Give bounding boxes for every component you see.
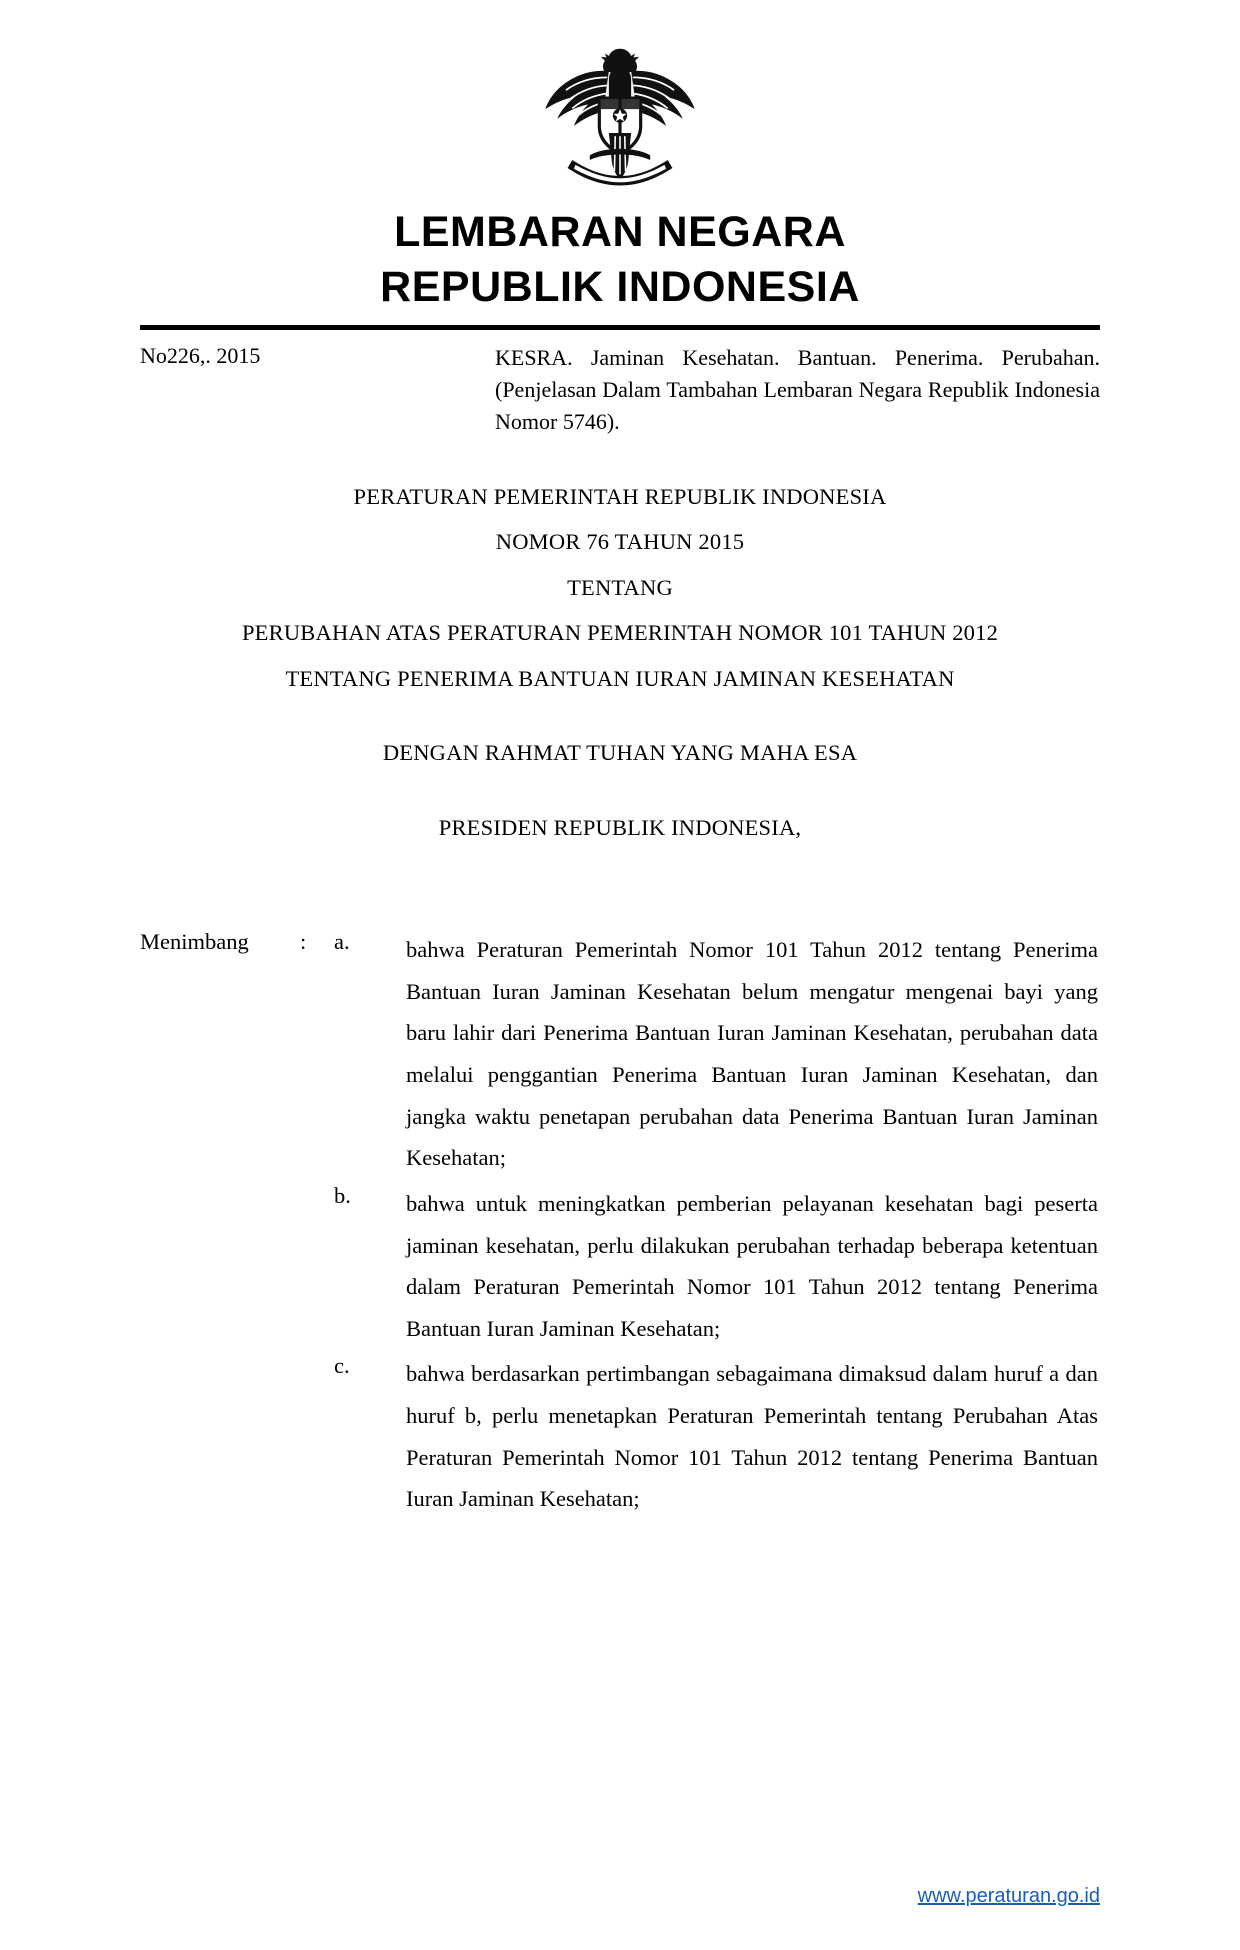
blessing-line: DENGAN RAHMAT TUHAN YANG MAHA ESA	[382, 740, 858, 766]
gazette-subject: KESRA. Jaminan Kesehatan. Bantuan. Penerima. Perubahan. (Penjelasan Dalam Tambahan Lembaran Negara Republik Indonesia Nomor 5746).	[495, 345, 1100, 434]
consideration-letter-b: b.	[334, 1182, 351, 1208]
consideration-text-a: bahwa Peraturan Pemerintah Nomor 101 Tahun 2012 tentang Penerima Bantuan Iuran Jaminan Kesehatan belum mengatur mengenai bayi yang baru lahir dari Penerima Bantuan Iuran Jaminan Kesehatan, perubahan data melalui penggantian Penerima Bantuan Iuran Jaminan Kesehatan, dan jangka waktu penetapan perubahan data Penerima Bantuan Iuran Jaminan Kesehatan;	[406, 937, 1098, 1171]
consideration-letter-a: a.	[334, 929, 350, 955]
masthead-line-1: LEMBARAN NEGARA	[394, 208, 846, 256]
masthead	[140, 205, 1100, 315]
title-line-3: TENTANG	[567, 574, 673, 600]
footer-url[interactable]: www.peraturan.go.id	[917, 1885, 1100, 1907]
consideration-item	[140, 929, 1100, 1179]
title-line-5: TENTANG PENERIMA BANTUAN IURAN JAMINAN KESEHATAN	[285, 665, 955, 691]
consideration-letter-c: c.	[334, 1353, 350, 1379]
consideration-item	[140, 1353, 1100, 1520]
title-line-4: PERUBAHAN ATAS PERATURAN PEMERINTAH NOMOR 101 TAHUN 2012	[241, 620, 999, 646]
masthead-line-2: REPUBLIK INDONESIA	[380, 263, 860, 312]
title-block	[140, 483, 1100, 840]
consideration-text-b: bahwa untuk meningkatkan pemberian pelayanan kesehatan bagi peserta jaminan kesehatan, perlu dilakukan perubahan terhadap beberapa ketentuan dalam Peraturan Pemerintah Nomor 101 Tahun 2012 tentang Penerima Bantuan Iuran Jaminan Kesehatan;	[406, 1190, 1098, 1341]
emblem-container	[140, 0, 1100, 199]
gazette-number: No226,. 2015	[140, 343, 261, 369]
garuda-pancasila-emblem	[540, 44, 700, 199]
title-line-2: NOMOR 76 TAHUN 2015	[495, 529, 745, 555]
title-line-1: PERATURAN PEMERINTAH REPUBLIK INDONESIA	[353, 483, 887, 509]
header-info-row	[140, 342, 1100, 438]
considerations-colon: :	[300, 929, 307, 955]
header-divider	[140, 325, 1100, 330]
considerations-label: Menimbang	[140, 929, 249, 955]
authority-line: PRESIDEN REPUBLIK INDONESIA,	[438, 814, 802, 840]
consideration-text-c: bahwa berdasarkan pertimbangan sebagaimana dimaksud dalam huruf a dan huruf b, perlu menetapkan Peraturan Pemerintah tentang Perubahan Atas Peraturan Pemerintah Nomor 101 Tahun 2012 tentang Penerima Bantuan Iuran Jaminan Kesehatan;	[406, 1361, 1098, 1512]
considerations-section	[140, 929, 1100, 1520]
consideration-item	[140, 1183, 1100, 1350]
